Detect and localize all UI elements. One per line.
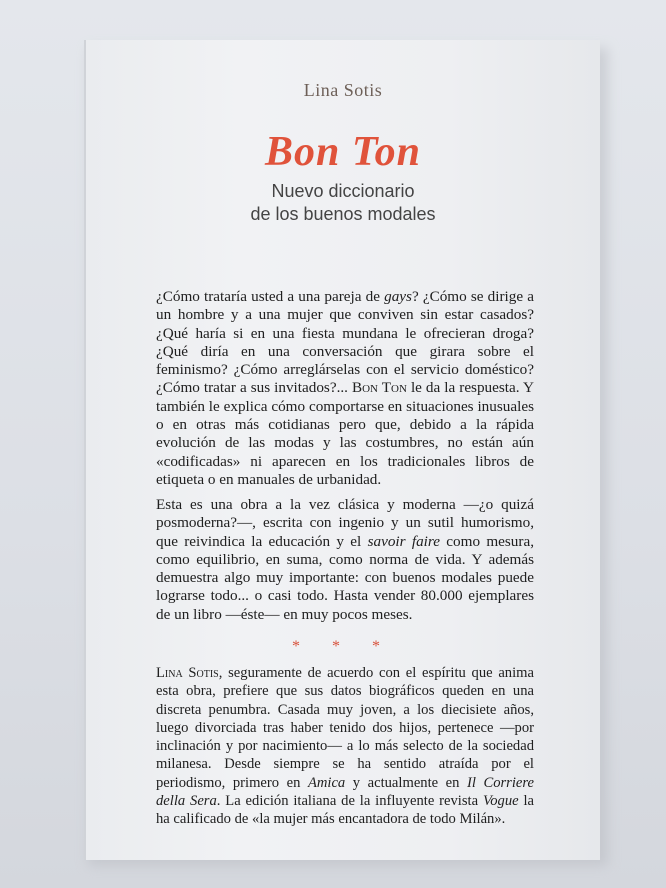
blurb-paragraph-2 (156, 496, 534, 624)
bio-text-d: la ha calificado de «la mujer más encantadora de todo Milán». (156, 793, 534, 828)
p2-savoir-faire: savoir faire (367, 532, 440, 550)
author-name: Lina Sotis (303, 80, 383, 100)
bio-text-a: , seguramente de acuerdo con el espíritu que anima esta obra, prefiere que sus datos biográficos queden en una discreta penumbra. Casada muy joven, a los diecisiete años, luego divorciada tras haber tenido dos hijos, pertenece —por inclinación y por nacimiento— a lo más selecto de la sociedad milanesa. Desde siempre se ha sentido atraída por el periodismo, primero en (156, 665, 534, 791)
bio-vogue: Vogue (482, 793, 519, 810)
bio-author-name: Lina Sotis (156, 665, 219, 681)
p1-text-a: ¿Cómo trataría usted a una pareja de (156, 288, 385, 305)
bio-corriere: Il Corriere della Sera (156, 774, 534, 810)
p1-bonton: Bon Ton (351, 379, 407, 397)
p1-text-c: le da la respuesta. Y también le explica cómo comportarse en situaciones inusuales o en otras más cotidianas pero que, debido a la rápida evolución de las modas y las costumbres, no están aún «codificadas» ni aparecen en los tradicionales libros de etiqueta o en manuales de urbanidad. (156, 379, 534, 488)
bio-text-c: . La edición italiana de la influyente revista (216, 793, 483, 810)
subtitle-line-2: de los buenos modales (250, 204, 436, 224)
bio-text-b: y actualmente en (345, 774, 467, 791)
p2-text-b: como mesura, como equilibrio, en suma, como norma de vida. Y además demuestra algo muy importante: con buenos modales puede lograrse todo... o casi todo. Hasta vender 80.000 ejemplares de un libro —éste— en muy pocos meses. (156, 532, 534, 623)
p1-text-b: ? ¿Cómo se dirige a un hombre y a una mujer que conviven sin estar casados? ¿Qué haría si en una fiesta mundana le ofrecieran droga? ¿Qué diría en una conversación que girara sobre el feminismo? ¿Cómo arreglárselas con el servicio doméstico? ¿Cómo tratar a sus invitados?... (156, 288, 534, 397)
blurb-paragraph-1 (156, 288, 534, 489)
p1-gays: gays (384, 288, 412, 305)
book-back-cover (84, 40, 600, 860)
book-title: Bon Ton (264, 129, 422, 175)
author-bio-paragraph (156, 664, 534, 829)
bio-amica: Amica (307, 774, 346, 791)
separator-stars: * * * (292, 638, 394, 655)
subtitle-line-1: Nuevo diccionario (271, 181, 415, 201)
p2-text-a: Esta es una obra a la vez clásica y moderna —¿o quizá posmoderna?—, escrita con ingenio y un sutil humorismo, que reivindica la educación y el (156, 496, 534, 550)
book-subtitle (86, 180, 600, 226)
